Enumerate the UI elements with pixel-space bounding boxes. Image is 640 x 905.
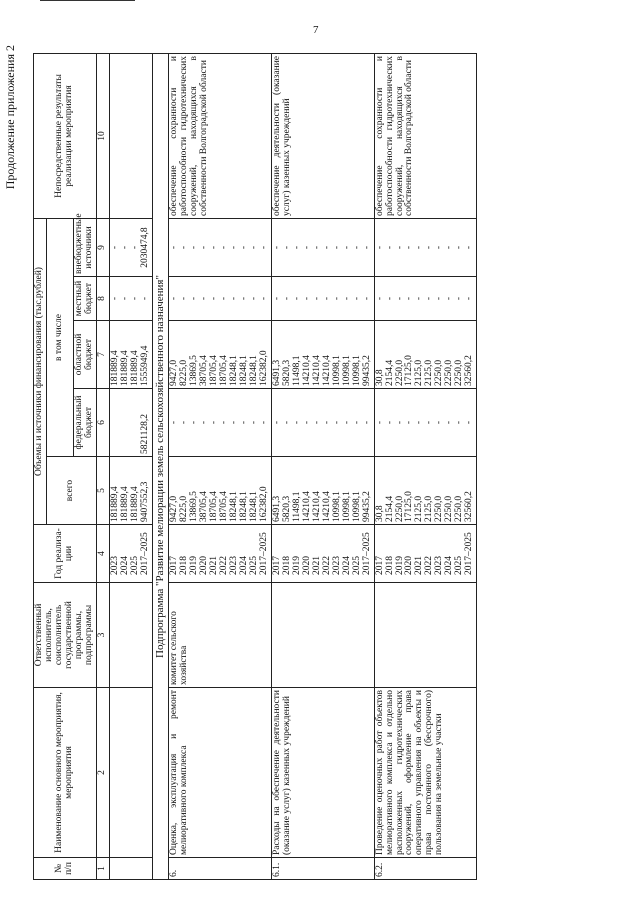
col-number: 10 [96, 53, 109, 218]
row-name: Оценка, эксплуатация и ремонт мелиоративного комплекса [169, 688, 272, 858]
header-num: № п/п [34, 858, 97, 880]
table-row [271, 53, 374, 879]
row-local: - - - - - - - - - - [374, 277, 477, 321]
row-name: Проведение оценочных работ объектов мелиоративного комплекса и отдельно расположенных гидротехнических сооружений, оформление права оперативного управления на объекты и права постоянного (бессрочного) пользования на земельные участки [374, 688, 477, 858]
header-row-1 [34, 53, 47, 879]
header-result: Непосредственные результаты реализации мероприятия [34, 53, 97, 218]
header-including: в том числе [46, 218, 73, 456]
table-row [169, 53, 272, 879]
col-number: 9 [96, 218, 109, 276]
row-local: - - - - - - - - - - [271, 277, 374, 321]
col-number: 1 [96, 858, 109, 880]
top-rule [40, 0, 135, 1]
row-regional: 9427,0 8225,0 13869,5 38705,4 18705,4 18705,4 18248,1 18248,1 18248,1 162382,0 [169, 321, 272, 389]
col-number: 2 [96, 688, 109, 858]
row-responsible [109, 583, 152, 688]
header-total: всего [46, 457, 96, 525]
row-total: 9427,0 8225,0 13869,5 38705,4 18705,4 18705,4 18248,1 18248,1 18248,1 162382,0 [169, 457, 272, 525]
header-year: Год реализа-ции [34, 525, 97, 583]
row-years: 2017 2018 2019 2020 2021 2022 2023 2024 2025 2017–2025 [169, 525, 272, 583]
row-result [109, 53, 152, 218]
row-num: 6. [169, 858, 272, 880]
row-years: 2017 2018 2019 2020 2021 2022 2023 2024 2025 2017–2025 [271, 525, 374, 583]
row-responsible [271, 583, 374, 688]
row-responsible [374, 583, 477, 688]
subprogram-title: Подпрограмма "Развитие мелиорации земель сельскохозяйственного назначения" [152, 53, 169, 879]
row-federal: - - - - - - - - - - [169, 389, 272, 457]
row-num: 6.2. [374, 858, 477, 880]
row-years: 2023 2024 2025 2017–2025 [109, 525, 152, 583]
table-row [109, 53, 152, 879]
row-num: 6.1. [271, 858, 374, 880]
col-number: 3 [96, 583, 109, 688]
header-name: Наименование основного мероприятия, мероприятия [34, 688, 97, 858]
row-result: обеспечение сохранности и работоспособности гидротехнических сооружений, находящихся в собственности Волгоградской области [169, 53, 272, 218]
row-federal: - - - - - - - - - - [271, 389, 374, 457]
row-result: обеспечение сохранности и работоспособности гидротехнических сооружений, находящихся в собственности Волгоградской области [374, 53, 477, 218]
page-number: 7 [313, 24, 319, 36]
header-responsible: Ответственный исполнитель, соисполнитель государственной программы, подпрограммы [34, 583, 97, 688]
header-federal: федеральный бюджет [73, 389, 96, 457]
column-numbers-row [96, 53, 109, 879]
header-regional: областной бюджет [73, 321, 96, 389]
financing-table [33, 53, 477, 880]
row-total: 30,8 2154,4 2250,0 17125,0 2125,0 2125,0 2250,0 2250,0 2250,0 32560,2 [374, 457, 477, 525]
row-local: - - - - [109, 277, 152, 321]
col-number: 7 [96, 321, 109, 389]
row-local: - - - - - - - - - - [169, 277, 272, 321]
row-total: 181889,4 181889,4 181889,4 9407552,3 [109, 457, 152, 525]
row-name [109, 688, 152, 858]
row-result: обеспечение деятельности (оказание услуг) казенных учреждений [271, 53, 374, 218]
header-extra: внебюджетные источники [73, 218, 96, 276]
header-local: местный бюджет [73, 277, 96, 321]
header-volume: Объемы и источники финансирования (тыс.рублей) [34, 218, 47, 524]
row-num [109, 858, 152, 880]
col-number: 5 [96, 457, 109, 525]
subprogram-row [152, 53, 169, 879]
rotated-sheet [0, 25, 640, 905]
row-responsible: комитет сельского хозяйства [169, 583, 272, 688]
row-regional: 6491,3 5820,3 11498,1 14210,4 14210,4 14210,4 10998,1 10998,1 10998,1 99435,2 [271, 321, 374, 389]
row-regional: 30,8 2154,4 2250,0 17125,0 2125,0 2125,0 2250,0 2250,0 2250,0 32560,2 [374, 321, 477, 389]
col-number: 4 [96, 525, 109, 583]
row-federal: - - - - - - - - - - [374, 389, 477, 457]
col-number: 8 [96, 277, 109, 321]
row-extra: - - - - - - - - - - [169, 218, 272, 276]
row-total: 6491,3 5820,3 11498,1 14210,4 14210,4 14210,4 10998,1 10998,1 10998,1 99435,2 [271, 457, 374, 525]
row-federal: 5821128,2 [109, 389, 152, 457]
col-number: 6 [96, 389, 109, 457]
row-extra: - - - - - - - - - - [374, 218, 477, 276]
row-extra: - - - - - - - - - - [271, 218, 374, 276]
row-years: 2017 2018 2019 2020 2021 2022 2023 2024 2025 2017–2025 [374, 525, 477, 583]
row-regional: 181889,4 181889,4 181889,4 1555949,4 [109, 321, 152, 389]
row-name: Расходы на обеспечение деятельности (оказание услуг) казенных учреждений [271, 688, 374, 858]
appendix-continuation: Продолжение приложения 2 [3, 45, 17, 190]
row-extra: - - - 2030474,8 [109, 218, 152, 276]
table-row [374, 53, 477, 879]
